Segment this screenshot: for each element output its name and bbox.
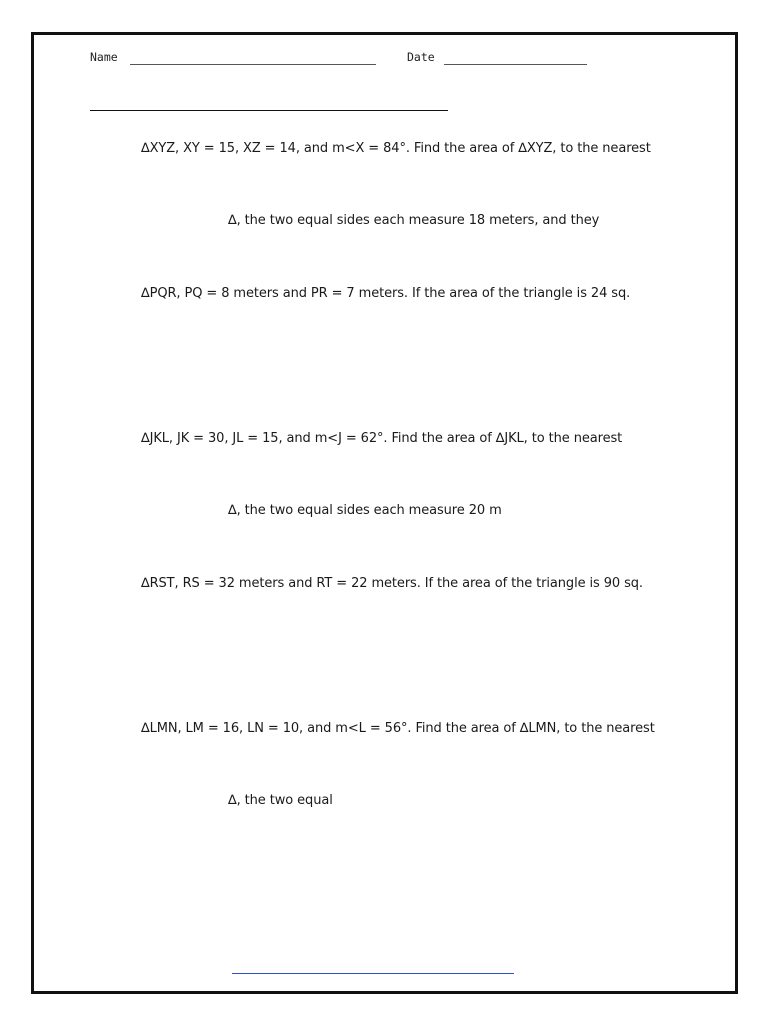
problem-7-text: ∆LMN, LM = 16, LN = 10, and m<L = 56°. Find the area of ∆LMN, to the nearest — [141, 721, 655, 736]
title-rule — [90, 110, 448, 111]
problem-3-text: ∆PQR, PQ = 8 meters and PR = 7 meters. If the area of the triangle is 24 sq. — [141, 286, 631, 301]
problem-4-text: ∆JKL, JK = 30, JL = 15, and m<J = 62°. Find the area of ∆JKL, to the nearest — [141, 431, 623, 446]
problem-1-text: ∆XYZ, XY = 15, XZ = 14, and m<X = 84°. Find the area of ∆XYZ, to the nearest — [141, 141, 651, 156]
date-label: Date — [407, 50, 435, 64]
name-blank-line — [130, 64, 376, 65]
date-blank-line — [444, 64, 587, 65]
problem-2-text: ∆, the two equal sides each measure 18 meters, and they — [228, 213, 600, 228]
footer-link-underline[interactable] — [232, 973, 514, 974]
problem-5-text: ∆, the two equal sides each measure 20 m — [228, 503, 502, 518]
problem-6-text: ∆RST, RS = 32 meters and RT = 22 meters. If the area of the triangle is 90 sq. — [141, 576, 643, 591]
name-label: Name — [90, 50, 118, 64]
problem-8-text: ∆, the two equal — [228, 793, 333, 808]
